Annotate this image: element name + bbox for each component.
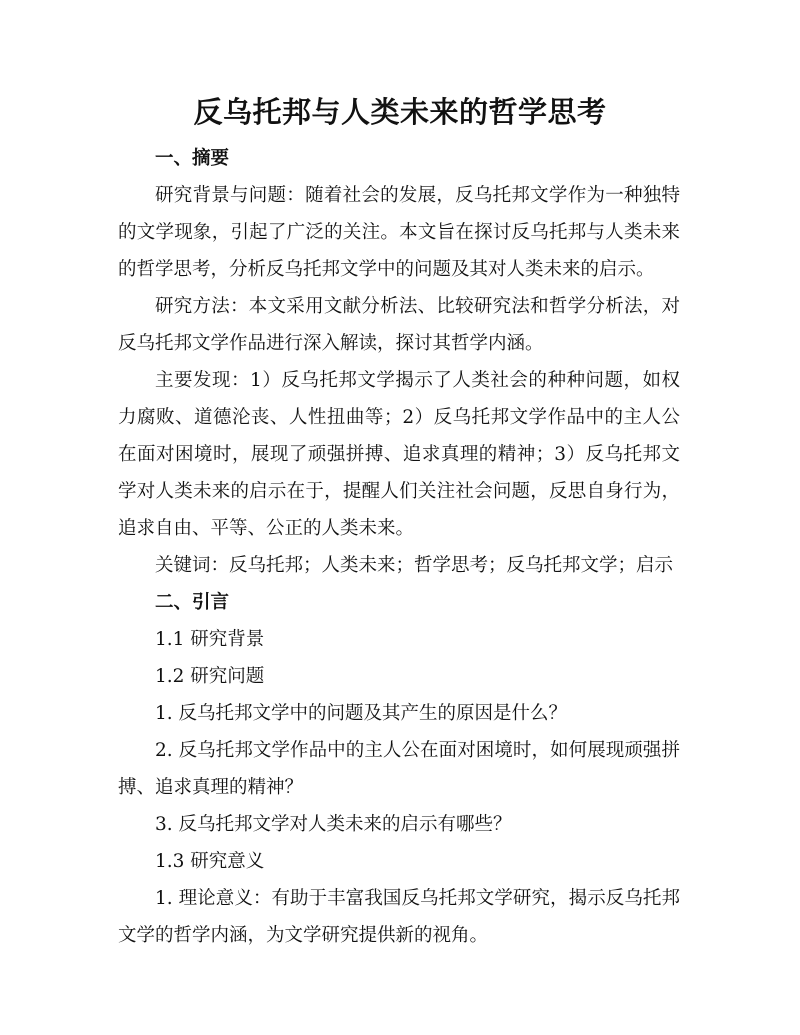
section-heading-introduction: 二、引言 [155,592,230,613]
research-question-1: 1. 反乌托邦文学中的问题及其产生的原因是什么？ [155,703,568,724]
research-question-3: 3. 反乌托邦文学对人类未来的启示有哪些？ [155,814,512,835]
document-title: 反乌托邦与人类未来的哲学思考 [193,95,607,129]
section-heading-abstract: 一、摘要 [155,148,230,169]
document-body [118,140,680,954]
abstract-method-paragraph: 研究方法：本文采用文献分析法、比较研究法和哲学分析法，对反乌托邦文学作品进行深入解读，探讨其哲学内涵。 [118,296,680,354]
keywords-line: 关键词：反乌托邦；人类未来；哲学思考；反乌托邦文学；启示 [155,555,674,576]
abstract-findings-paragraph: 主要发现：1）反乌托邦文学揭示了人类社会的种种问题，如权力腐败、道德沦丧、人性扭曲等；2）反乌托邦文学作品中的主人公在面对困境时，展现了顽强拼搏、追求真理的精神；3）反乌托邦文学对人类未来的启示在于，提醒人们关注社会问题，反思自身行为，追求自由、平等、公正的人类未来。 [118,370,680,539]
subsection-heading-significance: 1.3 研究意义 [155,851,265,872]
subsection-heading-questions: 1.2 研究问题 [155,666,265,687]
subsection-heading-background: 1.1 研究背景 [155,629,265,650]
significance-paragraph-1: 1. 理论意义：有助于丰富我国反乌托邦文学研究，揭示反乌托邦文学的哲学内涵，为文学研究提供新的视角。 [118,888,680,946]
research-question-2: 2. 反乌托邦文学作品中的主人公在面对困境时，如何展现顽强拼搏、追求真理的精神？ [118,740,680,798]
abstract-background-paragraph: 研究背景与问题：随着社会的发展，反乌托邦文学作为一种独特的文学现象，引起了广泛的关注。本文旨在探讨反乌托邦与人类未来的哲学思考，分析反乌托邦文学中的问题及其对人类未来的启示。 [118,185,680,280]
